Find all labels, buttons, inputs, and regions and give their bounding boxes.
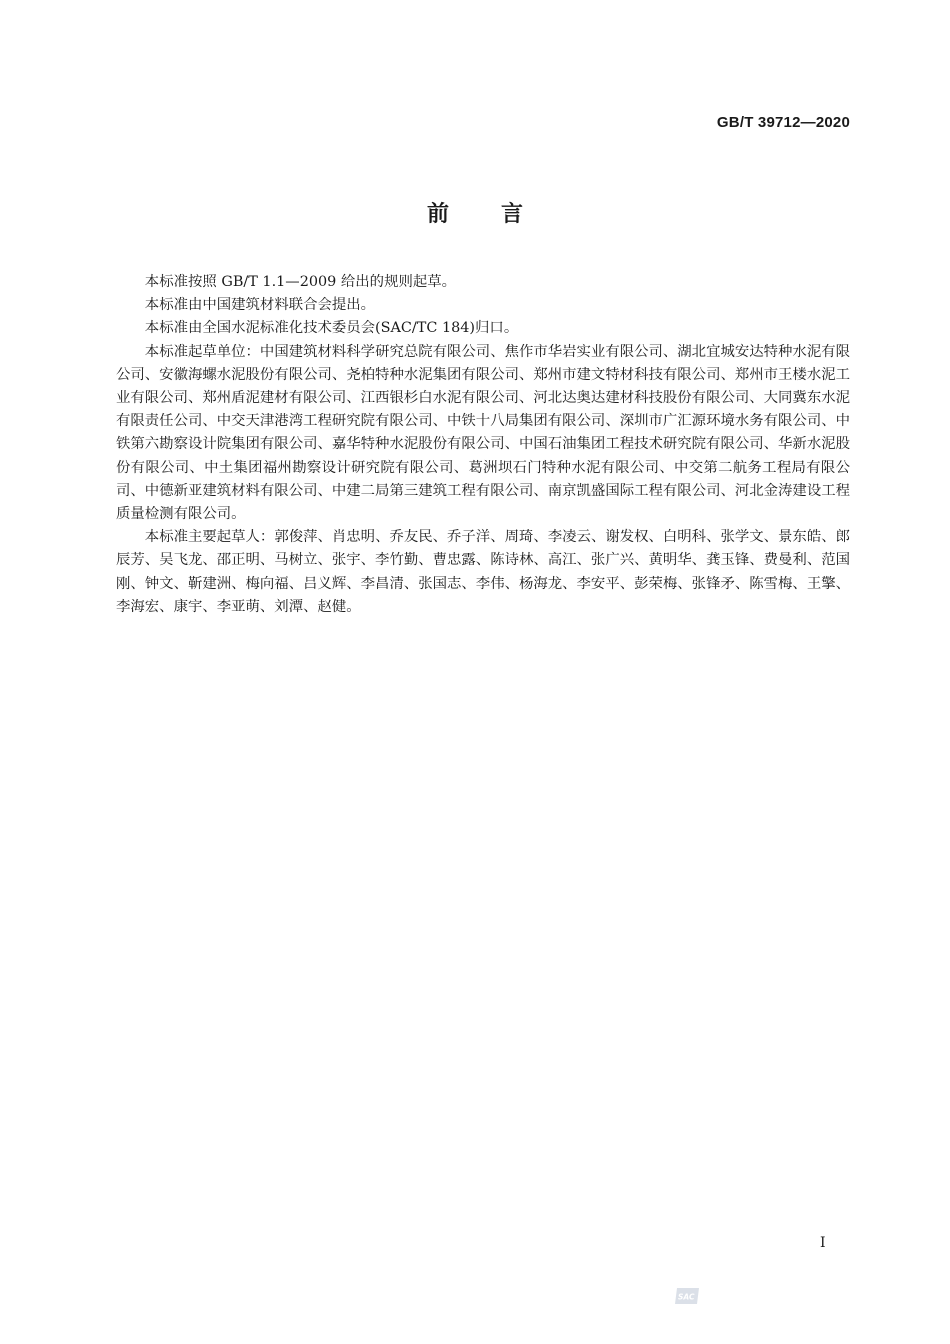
paragraph-drafting-rules: 本标准按照 GB/T 1.1—2009 给出的规则起草。 bbox=[144, 274, 457, 290]
sac-logo-icon bbox=[673, 1285, 701, 1307]
foreword-body bbox=[116, 271, 850, 619]
sac-logo-text: SAC bbox=[678, 1292, 695, 1302]
paragraph-committee: 本标准由全国水泥标准化技术委员会(SAC/TC 184)归口。 bbox=[144, 320, 519, 337]
page-title: 前言 bbox=[426, 202, 575, 227]
page-number: I bbox=[820, 1235, 826, 1251]
paragraph-drafters: 本标准主要起草人：郭俊萍、肖忠明、乔友民、乔子洋、周琦、李凌云、谢发权、白明科、张学文、景东皓、郎辰芳、吴飞龙、邵正明、马树立、张宇、李竹勤、曹忠露、陈诗林、高江、张广兴、黄明华、龚玉锋、费曼利、范国刚、钟文、靳建洲、梅向福、吕义辉、李昌清、张国志、李伟、杨海龙、李安平、彭荣梅、张锋矛、陈雪梅、王擎、李海宏、康宇、李亚萌、刘潭、赵健。 bbox=[116, 529, 850, 615]
paragraph-proposer: 本标准由中国建筑材料联合会提出。 bbox=[144, 297, 376, 314]
standard-code: GB/T 39712—2020 bbox=[716, 114, 850, 131]
paragraph-drafting-units: 本标准起草单位：中国建筑材料科学研究总院有限公司、焦作市华岩实业有限公司、湖北宜城安达特种水泥有限公司、安徽海螺水泥股份有限公司、尧柏特种水泥集团有限公司、郑州市建文特材科技有限公司、郑州市王楼水泥工业有限公司、郑州盾泥建材有限公司、江西银杉白水泥有限公司、河北达奥达建材科技股份有限公司、大同冀东水泥有限责任公司、中交天津港湾工程研究院有限公司、中铁十八局集团有限公司、深圳市广汇源环境水务有限公司、中铁第六勘察设计院集团有限公司、嘉华特种水泥股份有限公司、中国石油集团工程技术研究院有限公司、华新水泥股份有限公司、中土集团福州勘察设计研究院有限公司、葛洲坝石门特种水泥有限公司、中交第二航务工程局有限公司、中德新亚建筑材料有限公司、中建二局第三建筑工程有限公司、南京凯盛国际工程有限公司、河北金涛建设工程质量检测有限公司。 bbox=[116, 343, 850, 523]
